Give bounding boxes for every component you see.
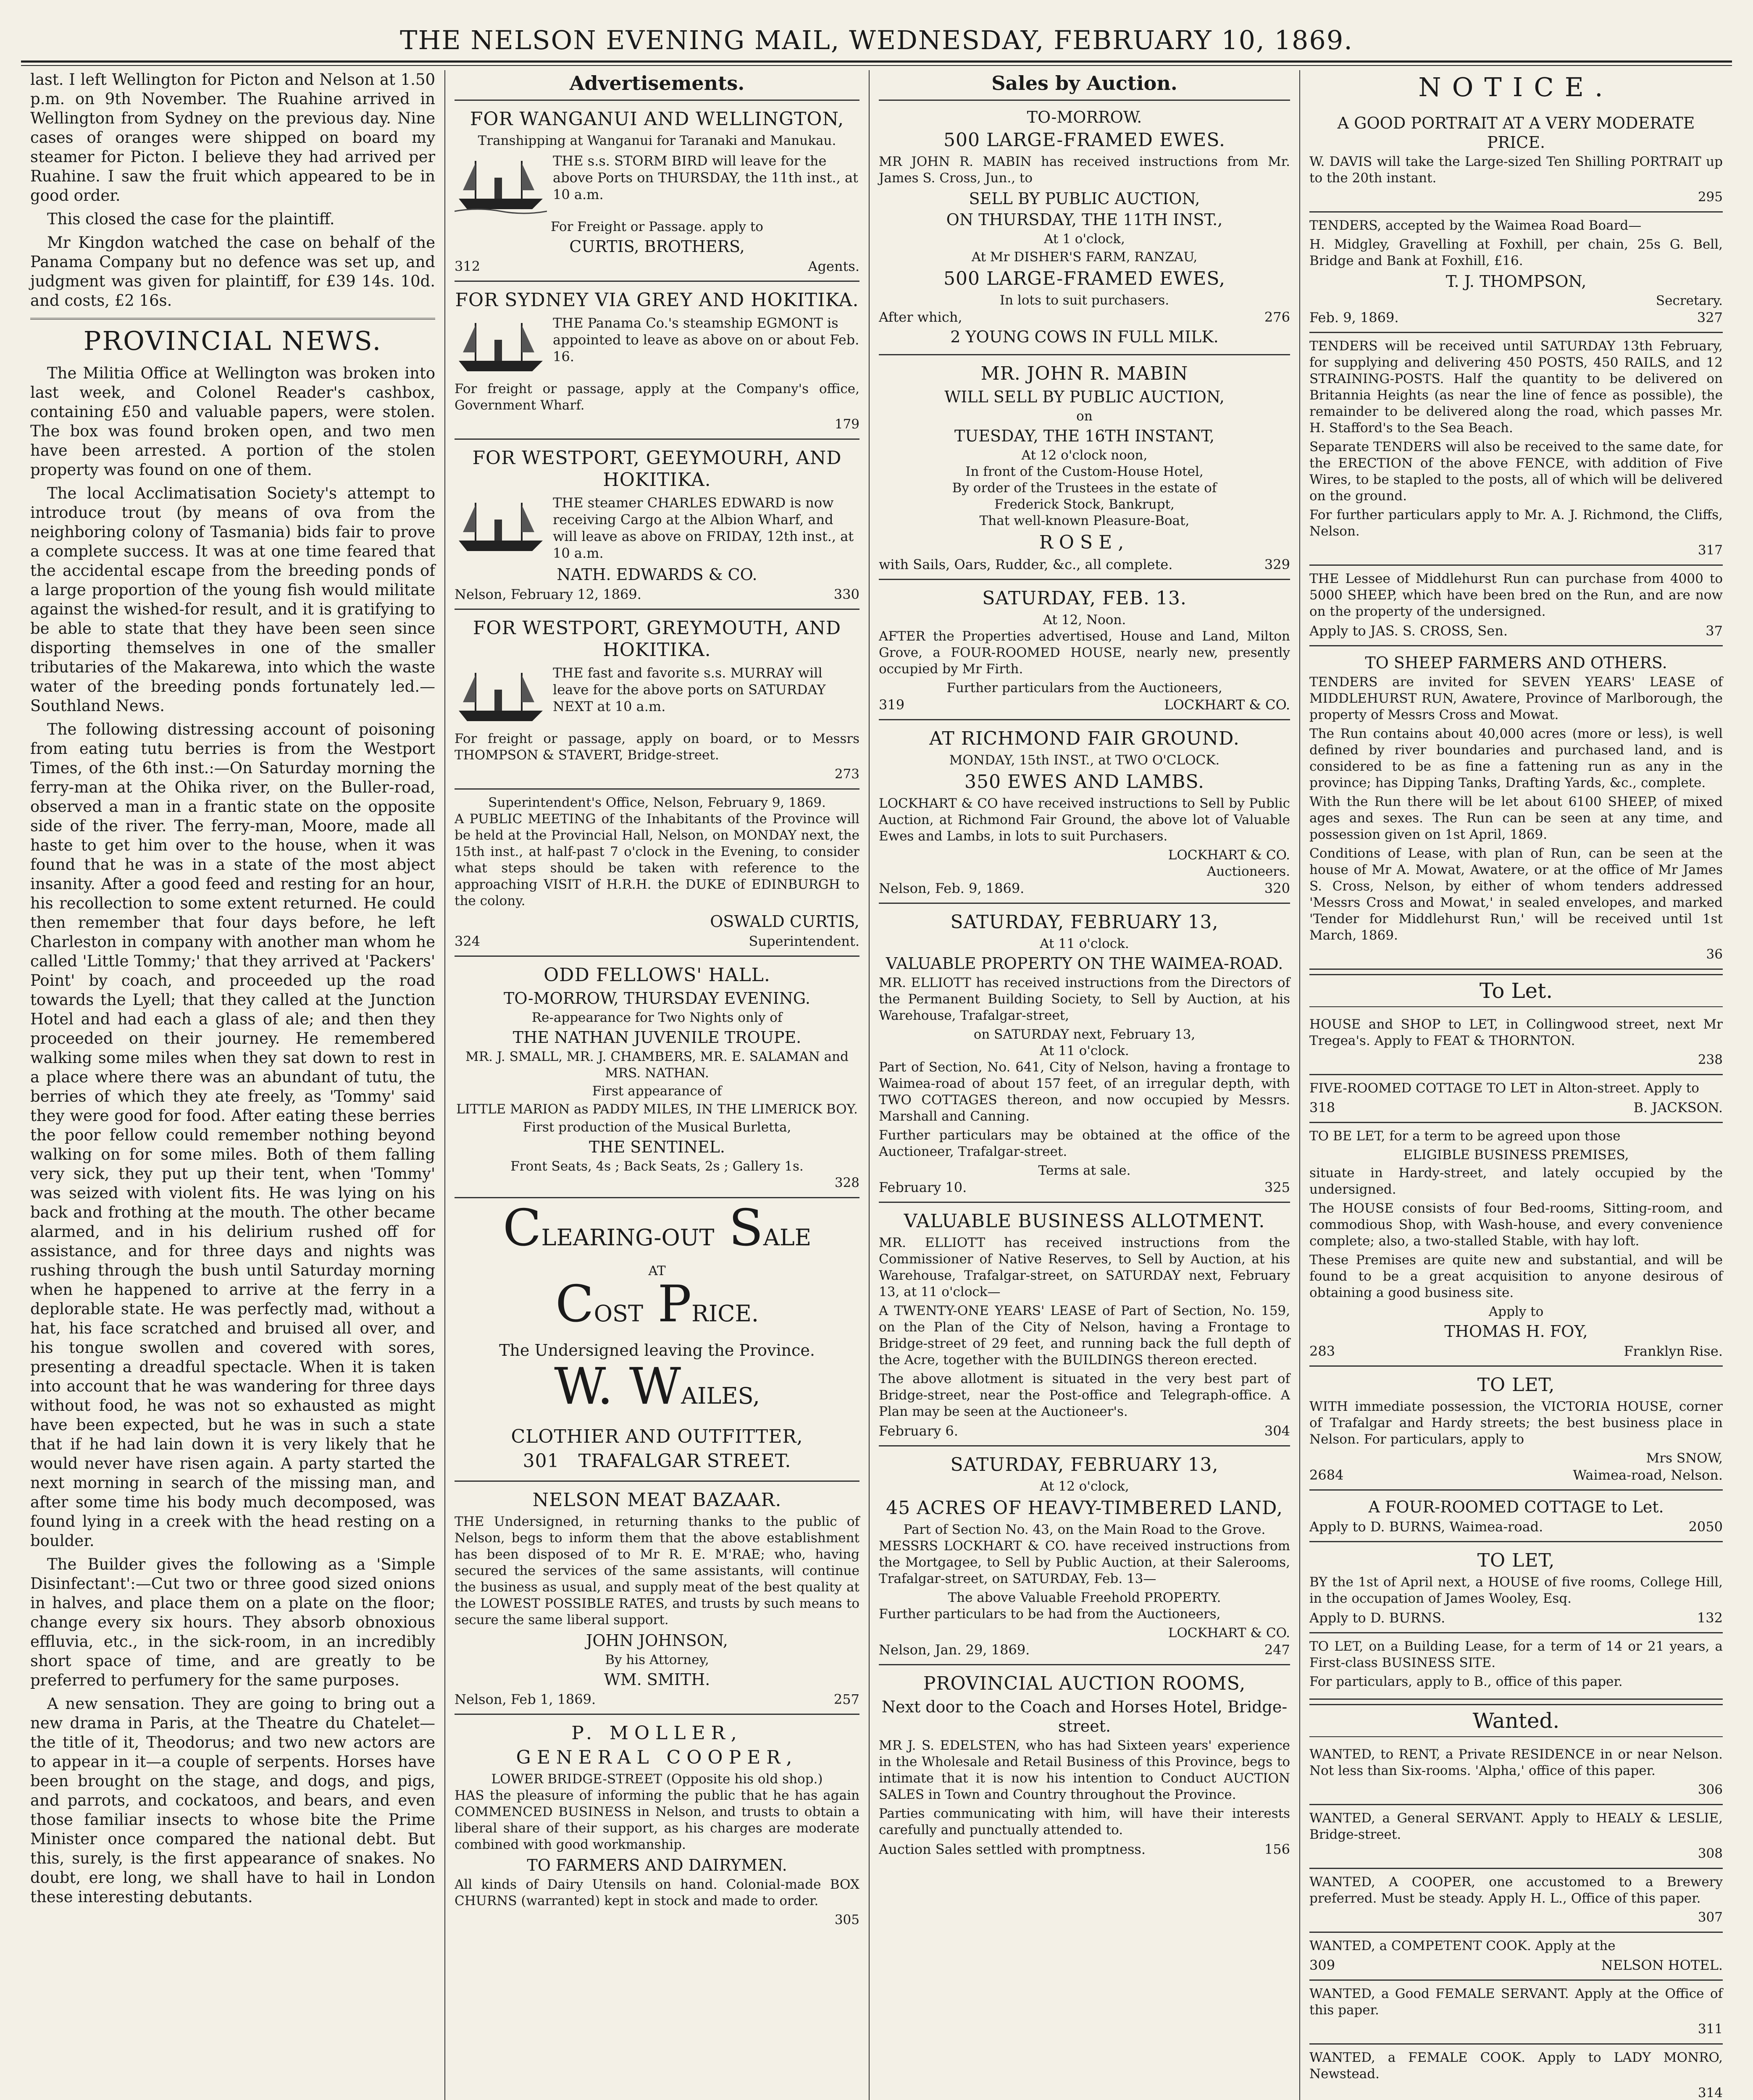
ad-moller [455, 1715, 859, 1928]
ad-clothier: CLOTHIER AND OUTFITTER, [511, 1426, 803, 1447]
ad-text: By his Attorney, [605, 1652, 709, 1667]
wanted-female-servant: WANTED, a Good FEMALE SERVANT. Apply at the Office of this paper. 311 [1309, 1981, 1723, 2045]
ad-signer: JOHN JOHNSON, [586, 1631, 728, 1650]
steamship-icon [455, 315, 547, 378]
ad-cast: MR. J. SMALL, MR. J. CHAMBERS, MR. E. SALAMAN and MRS. NATHAN. [465, 1049, 849, 1081]
auction-waimea-road: SATURDAY, FEBRUARY 13, At 11 o'clock. VALUABLE PROPERTY ON THE WAIMEA-ROAD. MR. ELLIOTT has received instructions from the Directors of the Permanent Building Society, to Sell by Auction, at his Warehouse, Trafalgar-street, on SATURDAY next, February 13, At 11 o'clock. Part of Section, No. 641, City of Nelson, having a frontage to Waimea-road of about 157 feet, of an irregular depth, with TWO COTTAGES thereon, and now occupied by Messrs. Marshall and Canning. Further particulars may be obtained at the office of the Auctioneer, Trafalgar-street. Terms at sale. February 10. 325 [879, 904, 1290, 1203]
wanted-cooper: WANTED, A COOPER, one accustomed to a Brewery preferred. Must be steady. Apply H. L., Office of this paper. 307 [1309, 1869, 1723, 1933]
column-heading: Sales by Auction. [879, 70, 1290, 101]
article-paragraph: The local Acclimatisation Society's attempt to introduce trout (by means of ova from the neighboring colony of Tasmania) bids fair to prove a complete success. It was at one time feared that the accidental escape from the breeding ponds of a large proportion of the young fish would militate against the wished-for result, and it is gratifying to be able to state that they have been seen since disporting themselves in one of the smaller tributaries of the Makarewa, into which the waste water of the breeding ponds fortunately led.—Southland News. [30, 484, 435, 715]
ad-address: TRAFALGAR STREET. [578, 1450, 791, 1472]
ad-title: FOR SYDNEY VIA GREY AND HOKITIKA. [455, 289, 859, 311]
tolet-five-roomed: FIVE-ROOMED COTTAGE TO LET in Alton-street. Apply to 318 B. JACKSON. [1309, 1075, 1723, 1123]
ad-westport-2 [455, 610, 859, 790]
ad-address: LOWER BRIDGE-STREET (Opposite his old shop.) [491, 1772, 823, 1787]
ad-apply: For freight or passage, apply at the Company's office, Government Wharf. [455, 381, 859, 413]
ad-ship-text: THE s.s. STORM BIRD will leave for the above Ports on THURSDAY, the 11th inst., at 10 a.m. [553, 153, 858, 202]
tolet-victoria-house: TO LET, WITH immediate possession, the VICTORIA HOUSE, corner of Trafalgar and Hardy streets; the best business place in Nelson. For particulars, apply to Mrs SNOW, 2684 Waimea-road, Nelson. [1309, 1367, 1723, 1491]
ad-wanganui [455, 101, 859, 282]
ad-text: First production of the Musical Burletta, [523, 1120, 791, 1135]
auction-milton-grove: SATURDAY, FEB. 13. At 12, Noon. AFTER the Properties advertised, House and Land, Milton Grove, a FOUR-ROOMED HOUSE, nearly new, presently occupied by Mr Firth. Further particulars from the Auctioneers, 319 LOCKHART & CO. [879, 580, 1290, 720]
ad-title: NELSON MEAT BAZAAR. [532, 1489, 782, 1511]
ad-prices: Front Seats, 4s ; Back Seats, 2s ; Gallery 1s. [510, 1159, 804, 1174]
article-paragraph: last. I left Wellington for Picton and Nelson at 1.50 p.m. on 9th November. The Ruahine arrived in Wellington from Sydney on the previous day. Nine cases of oranges were shipped on board my steamer for Picton. I believe they had arrived per Ruahine. I saw the fruit which appeared to be in good order. [30, 71, 435, 205]
column-news [21, 70, 445, 2100]
column-advertisements [445, 70, 870, 2100]
ad-date: Nelson, Feb 1, 1869. [455, 1691, 596, 1707]
ad-text: All kinds of Dairy Utensils on hand. Colonial-made BOX CHURNS (warranted) kept in stock and made to order. [455, 1877, 859, 1908]
ad-number: 328 [834, 1175, 859, 1190]
auction-45-acres: SATURDAY, FEBRUARY 13, At 12 o'clock, 45 ACRES OF HEAVY-TIMBERED LAND, Part of Section No. 43, on the Main Road to the Grove. MESSRS LOCKHART & CO. have received instructions from the Mortgagee, to Sell by Public Auction, at their Salerooms, Trafalgar-street, on SATURDAY, Feb. 13— The above Valuable Freehold PROPERTY. Further particulars to be had from the Auctioneers, LOCKHART & CO. Nelson, Jan. 29, 1869. 247 [879, 1446, 1290, 1665]
tolet-business-premises: TO BE LET, for a term to be agreed upon those ELIGIBLE BUSINESS PREMISES, situate in Hardy-street, and lately occupied by the undersigned. The HOUSE consists of four Bed-rooms, Sitting-room, and commodious Shop, with Wash-house, and every convenience complete; also, a two-stalled Stable, with hay loft. These Premises are quite new and substantial, and will be found to be a great acquisition to anyone desirous of obtaining a good business site. Apply to THOMAS H. FOY, 283 Franklyn Rise. [1309, 1123, 1723, 1367]
auction-boat: MR. JOHN R. MABIN WILL SELL BY PUBLIC AUCTION, on TUESDAY, THE 16TH INSTANT, At 12 o'clock noon, In front of the Custom-House Hotel, By order of the Trustees in the estate of Frederick Stock, Bankrupt, That well-known Pleasure-Boat, ROSE, with Sails, Oars, Rudder, &c., all complete. 329 [879, 355, 1290, 580]
ad-ship-text: THE steamer CHARLES EDWARD is now receiving Cargo at the Albion Wharf, and will leave as above on FRIDAY, 12th inst., at 10 a.m. [553, 495, 854, 561]
wanted-female-cook: WANTED, a FEMALE COOK. Apply to LADY MONRO, Newstead. 314 [1309, 2045, 1723, 2100]
auction-ewes: TO-MORROW. 500 LARGE-FRAMED EWES. MR JOHN R. MABIN has received instructions from Mr. James S. Cross, Jun., to SELL BY PUBLIC AUCTION, ON THURSDAY, THE 11TH INST., At 1 o'clock, At Mr DISHER'S FARM, RANZAU, 500 LARGE-FRAMED EWES, In lots to suit purchasers. After which, 276 2 YOUNG COWS IN FULL MILK. [879, 101, 1290, 355]
ad-title: FOR WANGANUI AND WELLINGTON, [470, 108, 844, 130]
article-paragraph: Mr Kingdon watched the case on behalf of the Panama Company but no defence was set up, and judgment was given for plaintiff, for £39 14s. 10d. and costs, £2 16s. [30, 234, 435, 310]
tolet-house-shop: HOUSE and SHOP to LET, in Collingwood street, next Mr Tregea's. Apply to FEAT & THORNTON. 238 [1309, 1011, 1723, 1075]
ad-number: 324 [455, 933, 481, 949]
ad-text: First appearance of [592, 1084, 722, 1099]
ad-meat-bazaar [455, 1482, 859, 1715]
notice-tenders-posts: TENDERS will be received until SATURDAY 13th February, for supplying and delivering 450 POSTS, 450 RAILS, and 12 STRAINING-POSTS. Half the quantity to be delivered on Britannia Heights (as near the line of fence as possible), the remainder to be delivered along the road, which passes Mr. H. Stafford's to the Sea Beach. Separate TENDERS will also be received to the same date, for the ERECTION of the above FENCE, with addition of Five Wires, to be stapled to the posts, all of which will be delivered on the ground. For further particulars apply to Mr. A. J. Richmond, the Cliffs, Nelson. 317 [1309, 333, 1723, 566]
wanted-servant: WANTED, a General SERVANT. Apply to HEALY & LESLIE, Bridge-street. 308 [1309, 1805, 1723, 1869]
auction-rooms: PROVINCIAL AUCTION ROOMS, Next door to the Coach and Horses Hotel, Bridge-street. MR J. S. EDELSTEN, who has had Sixteen years' experience in the Wholesale and Retail Business of this Province, begs to intimate that it is now his intention to Conduct AUCTION SALES in Town and Country throughout the Province. Parties communicating with him, will have their interests carefully and punctually attended to. Auction Sales settled with promptness. 156 [879, 1673, 1290, 1857]
article-paragraph: The following distressing account of poisoning from eating tutu berries is from the Westport Times, of the 6th inst.:—On Saturday morning the ferry-man at the Ohika river, on the Buller-road, observed a man in a frantic state on the opposite side of the river. The ferry-man, Moore, made all haste to get him over to the house, when it was found that he was in a state of the most abject insanity. After a good feed and resting for an hour, his recollection to some extent returned. He could then remember that four days before, he left Charleston in company with another man whom he called 'Little Tommy;' that they arrived at 'Packers' Point' by coach, and proceeded up the road towards the Lyell; that they called at the Junction Hotel and had each a glass of ale; and then they proceeded on their journey. He remembered walking some miles when they sat down to rest in a place where there was an abundant of tutu, the berries of which they ate freely, as 'Tommy' said they were good for food. After eating these berries the poor fellow could remember nothing beyond walking on for some miles. Both of them falling very sick, they put up their tent, when 'Tommy' was seized with violent fits. He was lying on his back and frothing at the mouth. The other became alarmed, and in his delirium rushed off for assistance, and for three days and nights was rushing through the bush until Saturday morning when he happened to arrive at the ferry in a deplorable state. He was perfectly mad, without a hat, his face scratched and bruised all over, and his tongue swollen and covered with sores, presenting a dreadful spectacle. When it is taken into account that he was wandering for three days without food, he was not so exhausted as might have been expected, but he was in such a state that if he had lain down it is very likely that he would never have risen again. A party started the next morning in search of the missing man, and after some time his body much decomposed, was found lying in a creek with the head resting on a boulder. [30, 720, 435, 1550]
ad-text: The Undersigned leaving the Province. [499, 1341, 815, 1360]
ad-subtitle: Transhipping at Wanganui for Taranaki and Manukau. [478, 133, 836, 148]
tolet-cottage: A FOUR-ROOMED COTTAGE to Let. Apply to D. BURNS, Waimea-road. 2050 [1309, 1491, 1723, 1542]
tolet-heading: To Let. [1309, 974, 1723, 1007]
ad-number: 330 [833, 586, 859, 602]
steamship-icon [455, 494, 547, 557]
ad-title: ODD FELLOWS' HALL. [544, 964, 770, 986]
ad-ship-text: THE Panama Co.'s steamship EGMONT is appointed to leave as above on or about Feb. 16. [553, 315, 859, 365]
columns [21, 70, 1732, 2100]
ad-little: LITTLE MARION as PADDY MILES, IN THE LIMERICK BOY. [456, 1102, 858, 1117]
notice-heading: NOTICE. [1418, 72, 1614, 102]
ad-date: Nelson, February 12, 1869. [455, 586, 641, 602]
notice-sheep-purchase: THE Lessee of Middlehurst Run can purchase from 4000 to 5000 SHEEP, which have been bred on the Run, and are now on the property of the undersigned. Apply to JAS. S. CROSS, Sen. 37 [1309, 566, 1723, 646]
ad-title: FOR WESTPORT, GEEYMOURH, AND HOKITIKA. [472, 447, 842, 491]
notice-tenders-accepted: TENDERS, accepted by the Waimea Road Board— H. Midgley, Gravelling at Foxhill, per chain, 25s G. Bell, Bridge and Bank at Foxhill, £16. T. J. THOMPSON, Secretary. Feb. 9, 1869. 327 [1309, 213, 1723, 333]
ad-role: Agents. [808, 258, 859, 274]
wanted-heading: Wanted. [1309, 1704, 1723, 1737]
masthead-rule [21, 60, 1732, 66]
ad-role: Superintendent. [749, 933, 859, 949]
steamship-icon [455, 664, 547, 727]
article-paragraph: The Militia Office at Wellington was broken into last week, and Colonel Reader's cashbox, containing £50 and valuable papers, were stolen. The box was found broken open, and two men have been arrested. A portion of the stolen property was found on one of them. [30, 364, 435, 479]
ad-troupe: THE NATHAN JUVENILE TROUPE. [512, 1028, 802, 1047]
ad-when: TO-MORROW, THURSDAY EVENING. [504, 989, 810, 1008]
article-paragraph: The Builder gives the following as a 'Simple Disinfectant':—Cut two or three good sized onions in halves, and place them on a plate on the floor; change every six hours. They absorb obnoxious effluvia, etc., in the sick-room, in an incredibly short space of time, and are greatly to be preferred to perfumery for the same purposes. [30, 1555, 435, 1689]
ad-sentinel: THE SENTINEL. [589, 1138, 725, 1156]
article-paragraph: A new sensation. They are going to bring out a new drama in Paris, at the Theatre du Chatelet—the title of it, Theodorus; and two new actors are to appear in it—a couple of serpents. Horses have been brought on the stage, and dogs, and pigs, and parrots, and cockatoos, and bears, and even those familiar insects to whose bite the Prime Minister once compared the national debt. But this, surely, is the first appearance of snakes. No doubt, ere long, we shall have to hail in London these interesting debutants. [30, 1695, 435, 1906]
ad-number: 305 [834, 1912, 859, 1927]
auction-business-allotment: VALUABLE BUSINESS ALLOTMENT. MR. ELLIOTT has received instructions from the Commissioner of Native Reserves, to Sell by Auction, at his Warehouse, Trafalgar-street, on SATURDAY next, February 13, at 11 o'clock— A TWENTY-ONE YEARS' LEASE of Part of Section, No. 159, on the Plan of the City of Nelson, having a Frontage to Bridge-street of 29 feet, and running back the full depth of the Acre, together with the BUILDINGS thereon erected. The above allotment is situated in the very best part of Bridge-street, near the Post-office and Telegraph-office. A Plan may be seen at the Auctioneer's. February 6. 304 [879, 1203, 1290, 1446]
ad-public-meeting [455, 790, 859, 957]
ad-number: 179 [834, 417, 859, 432]
column-heading: Advertisements. [455, 70, 859, 101]
ad-number: 273 [834, 766, 859, 782]
notice-sheep-farmers: TO SHEEP FARMERS AND OTHERS. TENDERS are invited for SEVEN YEARS' LEASE of MIDDLEHURST RUN, Awatere, Province of Marlborough, the property of Messrs Cross and Mowat. The Run contains about 40,000 acres (more or less), is well defined by river boundaries and purchased land, and is considered to be as fine a fattening run as any in the province; has Dipping Tanks, Drafting Yards, &c., complete. With the Run there will be let about 6100 SHEEP, of mixed ages and sexes. The Run can be seen at any time, and possession given on 1st April, 1869. Conditions of Lease, with plan of Run, can be seen at the house of Mr A. Mowat, Awatere, or at the office of Mr James S. Cross, Nelson, by either of whom tenders addressed 'Messrs Cross and Mowat,' in sealed envelopes, and marked 'Tender for Middlehurst Run,' will be received until 1st March, 1869. 36 [1309, 646, 1723, 970]
ad-apply: For Freight or Passage. apply to [551, 219, 763, 234]
ad-trade: GENERAL COOPER, [516, 1747, 798, 1768]
column-notices [1300, 70, 1732, 2100]
tolet-college-hill: TO LET, BY the 1st of April next, a HOUSE of five rooms, College Hill, in the occupation of James Wooley, Esq. Apply to D. BURNS. 132 [1309, 1542, 1723, 1633]
section-title: PROVINCIAL NEWS. [30, 318, 435, 356]
tolet-building-lease: TO LET, on a Building Lease, for a term of 14 or 21 years, a First-class BUSINESS SITE. For particulars, apply to B., office of this paper. [1309, 1633, 1723, 1700]
ad-subtitle: TO FARMERS AND DAIRYMEN. [527, 1856, 787, 1874]
ad-body: HAS the pleasure of informing the public that he has again COMMENCED BUSINESS in Nelson, and trusts to obtain a liberal share of their support, as his charges are moderate combined with good workmanship. [455, 1788, 859, 1852]
ad-signer: OSWALD CURTIS, [710, 912, 859, 931]
ad-agent: CURTIS, BROTHERS, [569, 237, 745, 256]
ad-body: A PUBLIC MEETING of the Inhabitants of the Province will be held at the Provincial Hall, Nelson, on MONDAY next, the 15th inst., at half-past 7 o'clock in the Evening, to consider what steps should be taken with reference to the approaching VISIT of H.R.H. the DUKE of EDINBURGH to the colony. [455, 811, 859, 908]
wanted-cook: WANTED, a COMPETENT COOK. Apply at the 309 NELSON HOTEL. [1309, 1933, 1723, 1981]
ad-clearing-sale: CLEARING-OUT SALE AT COST PRICE. The Undersigned leaving the Province. W. WAILES, CLOTHIER AND OUTFITTER, 301 TRAFALGAR STREET. [455, 1198, 859, 1482]
ad-body: THE Undersigned, in returning thanks to the public of Nelson, begs to inform them that the above establishment has been disposed of to Mr R. E. M'RAE; who, having secured the services of the same assistants, will continue the business as usual, and supply meat of the best quality at the LOWEST POSSIBLE RATES, and trusts by such means to secure the same liberal support. [455, 1514, 859, 1628]
ad-number: 312 [455, 258, 481, 274]
auction-richmond: AT RICHMOND FAIR GROUND. MONDAY, 15th INST., at TWO O'CLOCK. 350 EWES AND LAMBS. LOCKHART & CO have received instructions to Sell by Public Auction, at Richmond Fair Ground, the above lot of Valuable Ewes and Lambs, in lots to suit Purchasers. LOCKHART & CO. Auctioneers. Nelson, Feb. 9, 1869. 320 [879, 720, 1290, 904]
ad-signer: WM. SMITH. [604, 1670, 710, 1689]
ad-apply: For freight or passage, apply on board, or to Messrs THOMPSON & STAVERT, Bridge-street. [455, 731, 859, 763]
wanted-residence: WANTED, to RENT, a Private RESIDENCE in or near Nelson. Not less than Six-rooms. 'Alpha,' office of this paper. 306 [1309, 1741, 1723, 1805]
ad-text: Re-appearance for Two Nights only of [531, 1010, 783, 1025]
steamship-icon [455, 152, 547, 215]
notice-portrait: A GOOD PORTRAIT AT A VERY MODERATE PRICE. W. DAVIS will take the Large-sized Ten Shilling PORTRAIT up to the 20th instant. 295 [1309, 107, 1723, 213]
ad-number: 257 [833, 1691, 859, 1707]
article-paragraph: This closed the case for the plaintiff. [47, 210, 335, 228]
ad-address-number: 301 [523, 1450, 560, 1472]
ad-title: P. MOLLER, [571, 1722, 743, 1744]
ad-odd-fellows [455, 957, 859, 1198]
ad-ship-text: THE fast and favorite s.s. MURRAY will leave for the above ports on SATURDAY NEXT at 10 a.m. [553, 665, 826, 714]
ad-office: Superintendent's Office, Nelson, February 9, 1869. [488, 795, 826, 810]
ad-agent: NATH. EDWARDS & CO. [557, 565, 757, 584]
masthead: THE NELSON EVENING MAIL, WEDNESDAY, FEBRUARY 10, 1869. [399, 25, 1354, 55]
ad-westport-1 [455, 440, 859, 610]
column-auctions [870, 70, 1300, 2100]
ad-sydney [455, 282, 859, 440]
ad-title: FOR WESTPORT, GREYMOUTH, AND HOKITIKA. [473, 617, 841, 661]
